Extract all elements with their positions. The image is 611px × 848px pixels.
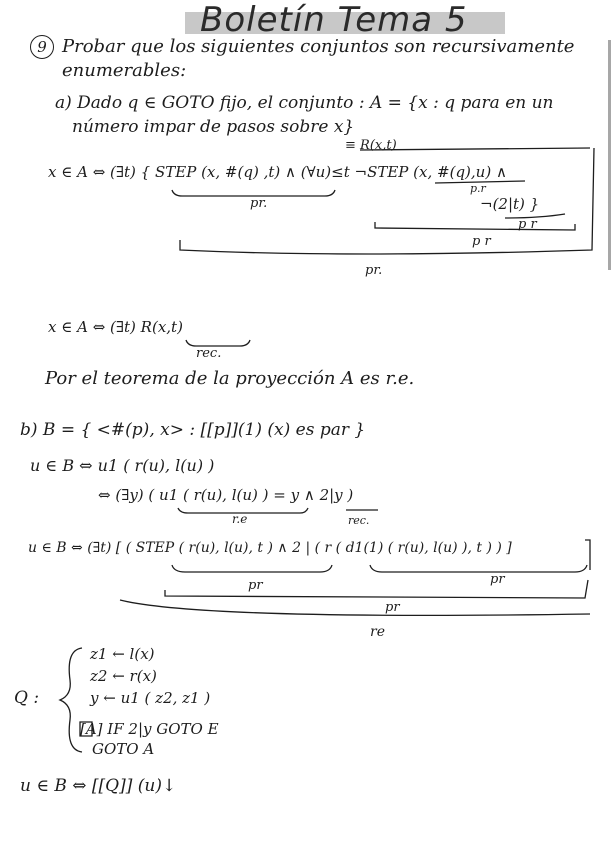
program-line-4: [A] IF 2|y GOTO E [80, 720, 219, 738]
label-box-a [80, 722, 92, 736]
final-line: u ∈ B ⇔ [[Q]] (u)↓ [20, 776, 177, 796]
underbrace-r [186, 340, 250, 346]
part-a-line1: a) Dado q ∈ GOTO fijo, el conjunto : A = {x : q para en un [55, 93, 554, 113]
label-rec-b: rec. [348, 514, 370, 527]
underbrace-u1 [178, 508, 308, 513]
part-b-line2: ⇔ (∃y) ( u1 ( r(u), l(u) ) = y ∧ 2|y ) [98, 486, 354, 504]
brace-re-b [120, 600, 590, 615]
label-re-bottom: re [370, 624, 385, 640]
label-pr-mid: p r [472, 234, 491, 249]
label-re: r.e [232, 512, 248, 526]
part-a-note-r: ≡ R(x,t) [345, 138, 397, 153]
part-a-conclusion: Por el teorema de la proyección A es r.e. [45, 368, 415, 389]
program-line-3: y ← u1 ( z2, z1 ) [90, 689, 211, 707]
underbrace-div [370, 565, 587, 572]
part-b-line1: u ∈ B ⇔ u1 ( r(u), l(u) ) [30, 456, 215, 475]
part-a-line2: número impar de pasos sobre x} [72, 117, 355, 137]
label-pr-under-step: pr. [250, 196, 268, 211]
underline-step-neg [435, 181, 525, 183]
label-pr-right: pr [490, 572, 505, 587]
label-pr-neg: p r [518, 217, 537, 232]
exercise-number: 9 [30, 35, 54, 59]
label-pr-left: pr [248, 578, 263, 593]
label-pr-small: p.r [470, 182, 486, 195]
brace-mid [375, 222, 575, 230]
part-b-definition: b) B = { <#(p), x> : [[p]](1) (x) es par } [20, 420, 366, 440]
page-title: Boletín Tema 5 [200, 0, 468, 40]
brace-bottom [180, 148, 594, 254]
underbrace-step-b [172, 565, 332, 572]
exercise-statement-line1: Probar que los siguientes conjuntos son recursivamente [62, 36, 575, 57]
program-brace [60, 648, 82, 752]
part-a-formula-main: x ∈ A ⇔ (∃t) { STEP (x, #(q) ,t) ∧ (∀u)≤t ¬STEP (x, #(q),u) ∧ [48, 163, 507, 181]
label-pr-bottom-b: pr [385, 600, 400, 615]
underbrace-step [172, 190, 335, 196]
program-line-1: z1 ← l(x) [90, 645, 155, 663]
part-a-formula-neg: ¬(2|t) } [480, 195, 540, 213]
label-rec: rec. [196, 346, 222, 361]
program-line-2: z2 ← r(x) [90, 667, 157, 685]
brace-pr-b [165, 580, 588, 598]
underline-neg [505, 214, 565, 218]
exercise-statement-line2: enumerables: [62, 60, 187, 81]
part-a-formula-r: x ∈ A ⇔ (∃t) R(x,t) [48, 318, 183, 336]
brace-top [360, 148, 590, 150]
program-q-name: Q : [14, 688, 40, 708]
program-line-5: GOTO A [92, 740, 155, 758]
label-pr-bottom: pr. [365, 263, 383, 278]
part-b-line3: u ∈ B ⇔ (∃t) [ ( STEP ( r(u), l(u), t ) ∧ 2 | ( r ( d1(1) ( r(u), l(u) ), t ) ) ] [28, 540, 512, 556]
